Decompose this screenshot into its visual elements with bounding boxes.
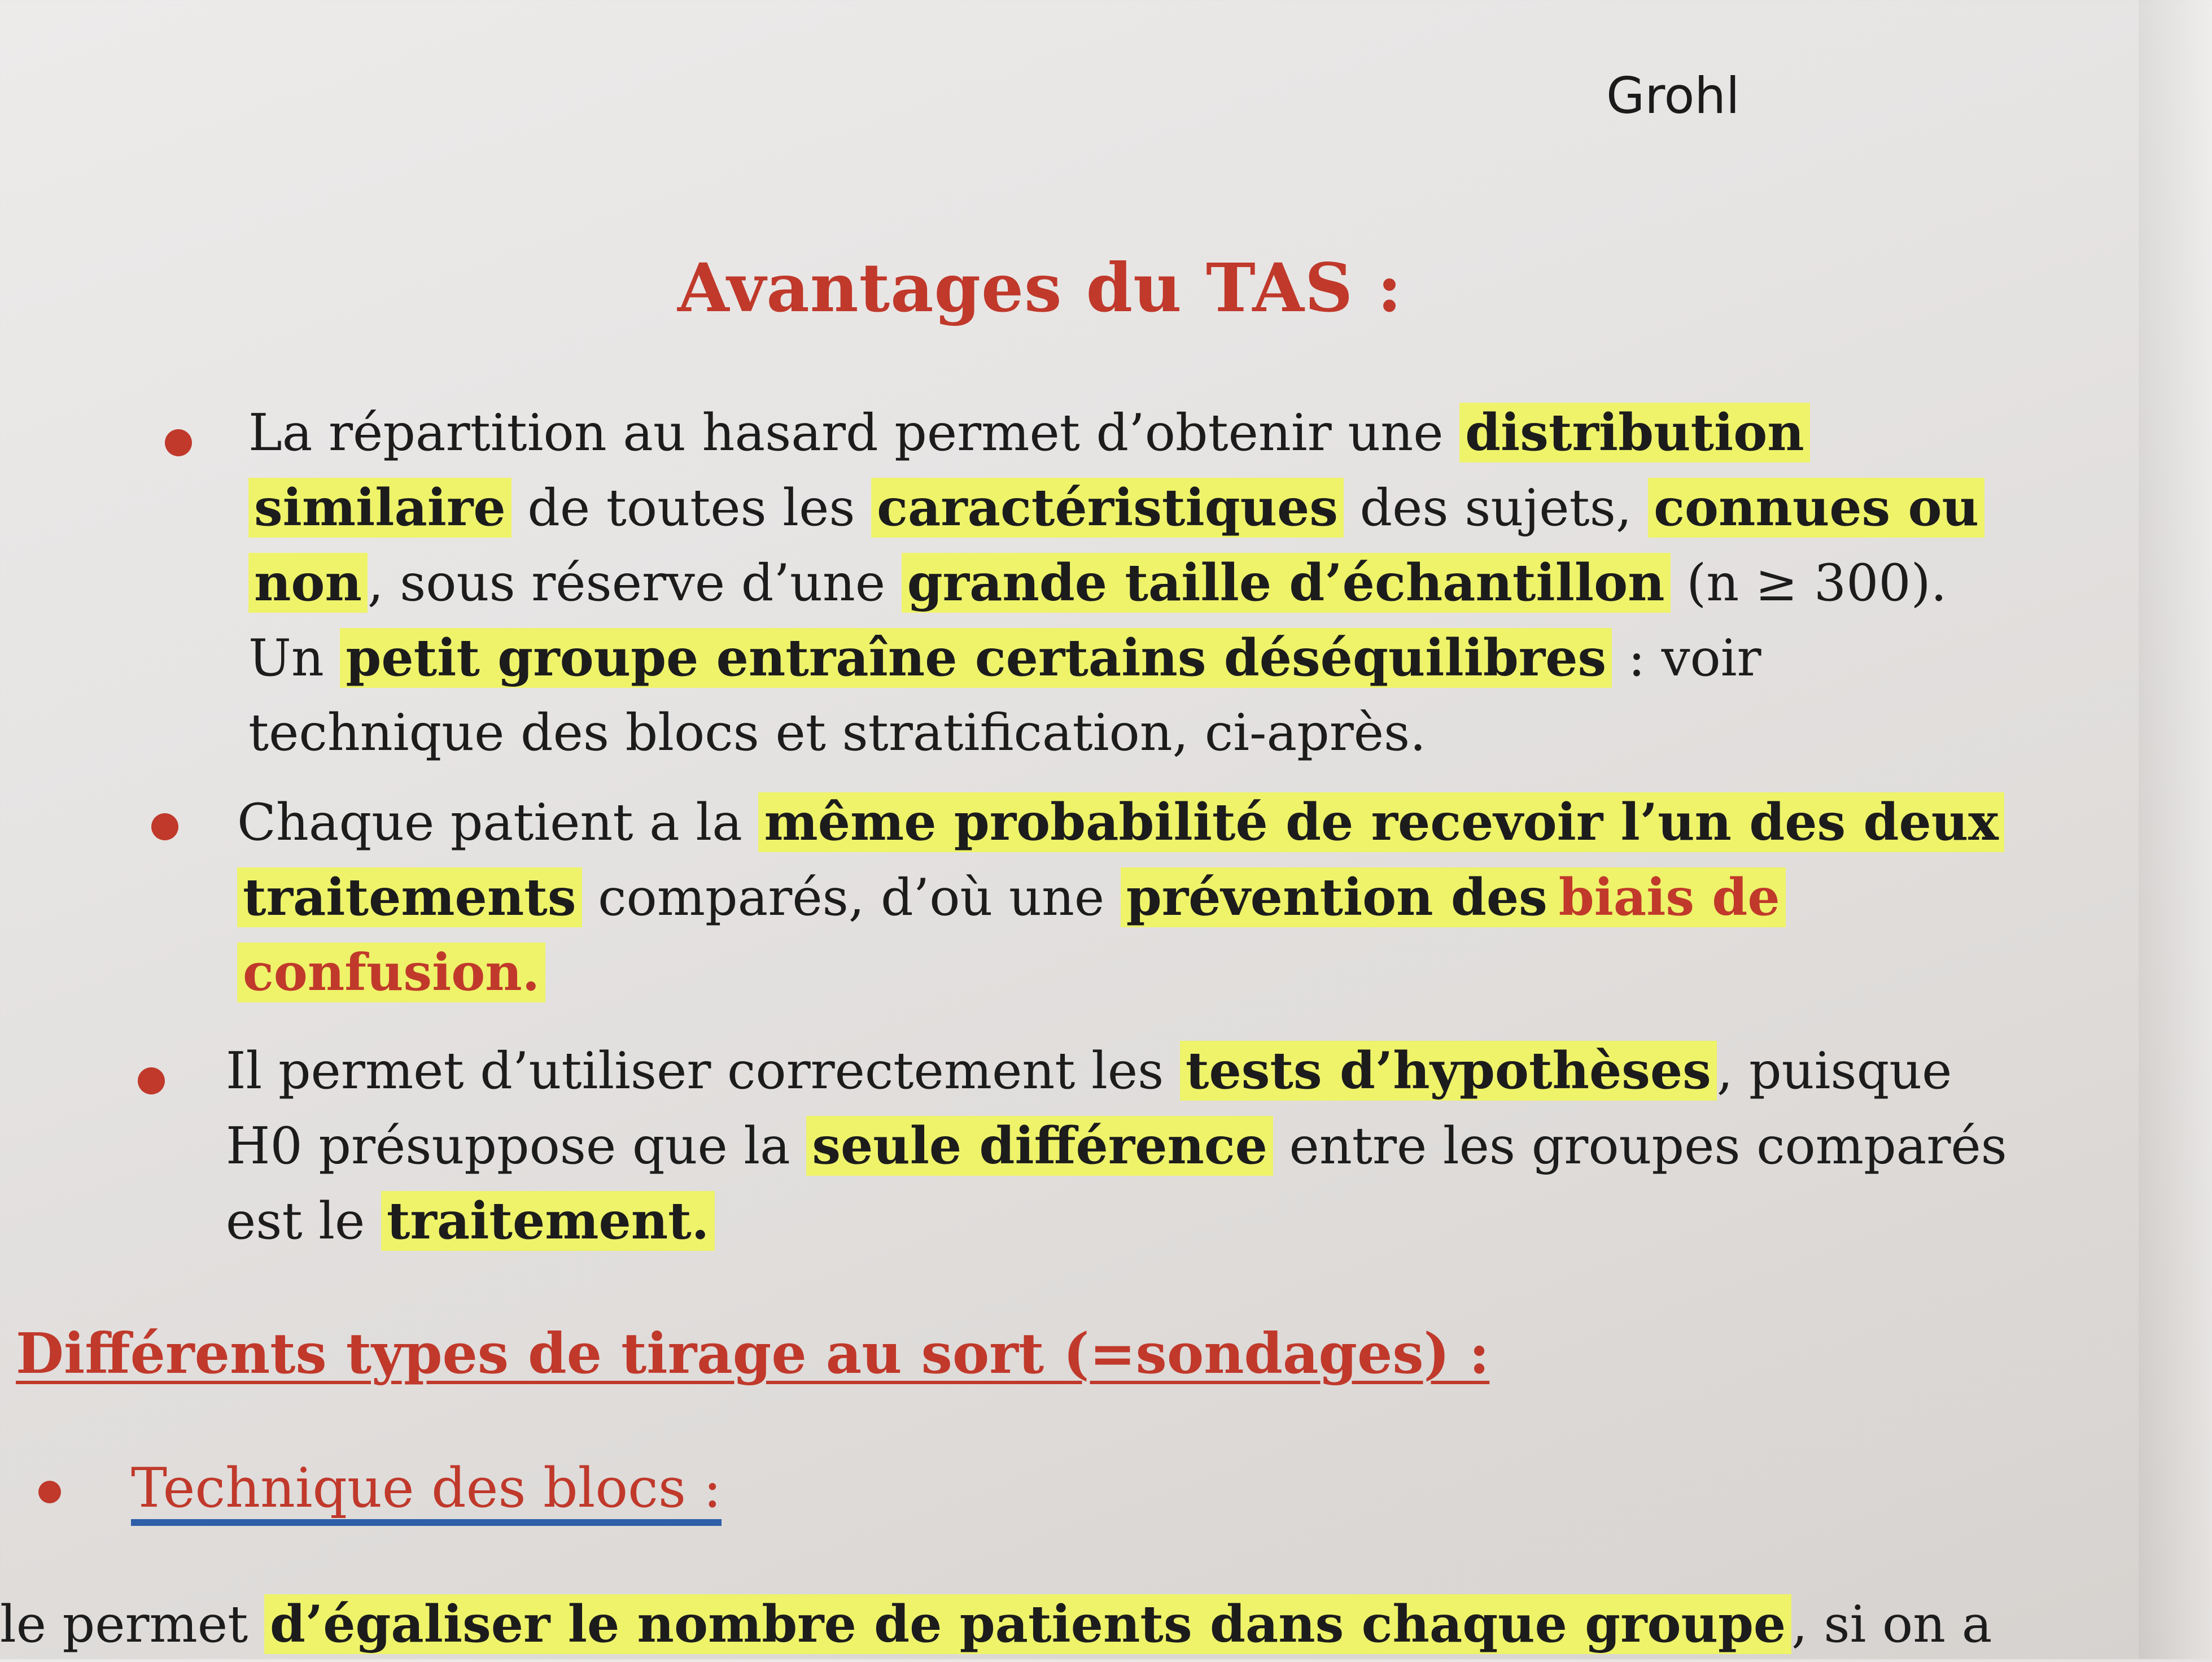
text-run: , sous réserve d’une [367,553,902,613]
section-heading: Différents types de tirage au sort (=sondages) : [16,1321,1490,1386]
highlighted-text: traitement. [381,1191,715,1251]
text-run: Il permet d’utiliser correctement les [226,1041,1180,1101]
cut-off-paragraph [0,1587,2202,1662]
header-author: Grohl [1606,67,1740,125]
bullet-dot [165,429,192,456]
text-run: La répartition au hasard permet d’obtenir une [248,403,1460,463]
highlighted-text: grande taille d’échantillon [902,553,1671,613]
subsection-heading: Technique des blocs : [131,1457,722,1526]
page-title: Avantages du TAS : [677,248,1402,327]
text-run: (n ≥ 300). Un [248,553,1947,688]
highlighted-text: prévention des [1121,867,1553,927]
bullet-paragraph-2 [237,785,2016,1010]
bullet-dot [38,1481,61,1503]
bullet-paragraph-1 [248,395,2027,770]
text-run: , si on a [1791,1595,1992,1654]
highlighted-text: distribution similaire [248,403,1810,538]
text-run: entre les groupes comparés est le [226,1116,2007,1251]
highlighted-text: même probabilité de recevoir l’un des deux traitements [237,792,2004,927]
bullet-dot [151,813,178,840]
bullet-paragraph-3 [226,1033,2032,1259]
bullet-dot [138,1067,165,1094]
highlighted-text: petit groupe entraîne certains déséquilibres [340,628,1612,688]
text-run: des sujets, [1343,478,1649,538]
text-run: le permet [0,1595,264,1654]
page-edge-shadow [2139,0,2212,1659]
highlighted-text: tests d’hypothèses [1180,1041,1717,1101]
highlighted-text: connues ou non [248,478,1984,613]
highlighted-text: caractéristiques [871,478,1344,538]
text-run: , puisque H0 présuppose que la [226,1041,1952,1176]
text-run: de toutes les [511,478,872,538]
text-run: Chaque patient a la [237,793,759,852]
text-run: comparés, d’où une [582,868,1121,927]
highlighted-text: seule différence [806,1116,1273,1176]
highlighted-text: d’égaliser le nombre de patients dans chaque groupe [264,1594,1791,1654]
highlighted-red-text: biais de confusion. [237,867,1786,1002]
text-run: : voir technique des blocs et stratification, ci-après. [248,629,1761,762]
